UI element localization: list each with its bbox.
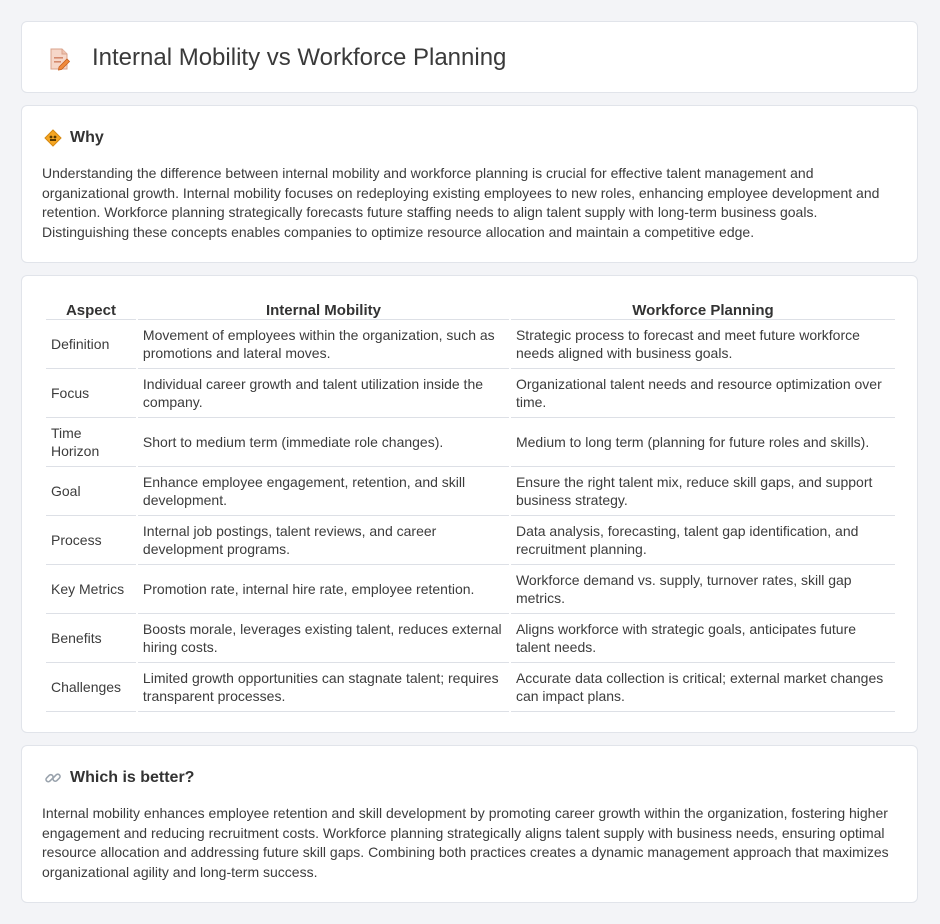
row-workforce-planning: Accurate data collection is critical; external market changes can impact plans. [511,663,895,712]
header-card [21,21,918,93]
header-internal-mobility: Internal Mobility [138,298,509,320]
row-aspect: Key Metrics [46,565,136,614]
row-aspect: Focus [46,369,136,418]
row-aspect: Challenges [46,663,136,712]
row-internal-mobility: Promotion rate, internal hire rate, employee retention. [138,565,509,614]
row-workforce-planning: Strategic process to forecast and meet future workforce needs aligned with business goals. [511,320,895,369]
table-row [46,369,895,418]
which-is-better-title: Which is better? [70,769,195,786]
why-title: Why [70,129,104,146]
table-row [46,418,895,467]
link-icon [44,769,62,787]
row-internal-mobility: Limited growth opportunities can stagnate talent; requires transparent processes. [138,663,509,712]
diamond-sign-icon [44,129,62,147]
row-internal-mobility: Individual career growth and talent utilization inside the company. [138,369,509,418]
table-header-row [46,298,895,320]
row-workforce-planning: Medium to long term (planning for future roles and skills). [511,418,895,467]
row-aspect: Goal [46,467,136,516]
row-workforce-planning: Organizational talent needs and resource optimization over time. [511,369,895,418]
row-workforce-planning: Ensure the right talent mix, reduce skill gaps, and support business strategy. [511,467,895,516]
row-aspect: Time Horizon [46,418,136,467]
header-aspect: Aspect [46,298,136,320]
row-internal-mobility: Movement of employees within the organization, such as promotions and lateral moves. [138,320,509,369]
row-workforce-planning: Aligns workforce with strategic goals, anticipates future talent needs. [511,614,895,663]
page-title: Internal Mobility vs Workforce Planning [92,44,507,71]
which-is-better-body: Internal mobility enhances employee retention and skill development by promoting career growth within the organization, fostering higher engagement and reducing recruitment costs. Workforce planning strategically aligns talent supply with business needs, ensuring optimal resource allocation and addressing future skill gaps. Combining both practices creates a dynamic management approach that maximizes organizational agility and long-term success. [42,805,889,880]
row-workforce-planning: Data analysis, forecasting, talent gap identification, and recruitment planning. [511,516,895,565]
comparison-card [21,275,918,733]
row-aspect: Definition [46,320,136,369]
row-internal-mobility: Internal job postings, talent reviews, and career development programs. [138,516,509,565]
row-aspect: Benefits [46,614,136,663]
comparison-table [44,298,897,712]
row-internal-mobility: Short to medium term (immediate role changes). [138,418,509,467]
table-row [46,516,895,565]
document-pencil-icon [46,46,72,72]
which-is-better-section [21,745,918,903]
row-workforce-planning: Workforce demand vs. supply, turnover rates, skill gap metrics. [511,565,895,614]
table-row [46,614,895,663]
table-row [46,320,895,369]
header-workforce-planning: Workforce Planning [511,298,895,320]
table-row [46,467,895,516]
why-body: Understanding the difference between internal mobility and workforce planning is crucial for effective talent management and organizational growth. Internal mobility focuses on redeploying existing employees to new roles, enhancing employee development and retention. Workforce planning strategically forecasts future staffing needs to align talent supply with long-term business goals. Distinguishing these concepts enables companies to optimize resource allocation and maintain a competitive edge. [42,165,880,240]
row-internal-mobility: Enhance employee engagement, retention, and skill development. [138,467,509,516]
table-row [46,565,895,614]
why-section [21,105,918,263]
row-aspect: Process [46,516,136,565]
row-internal-mobility: Boosts morale, leverages existing talent, reduces external hiring costs. [138,614,509,663]
table-row [46,663,895,712]
